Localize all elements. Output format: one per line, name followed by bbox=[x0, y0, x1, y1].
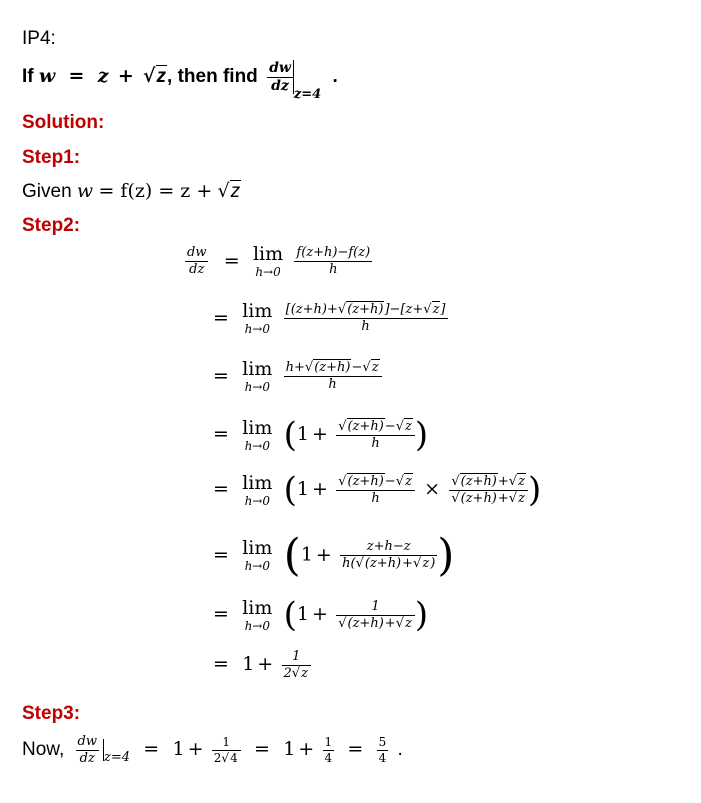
limit-operator: lim h→0 bbox=[242, 596, 273, 633]
problem-statement bbox=[22, 60, 338, 102]
equals-sign: = bbox=[213, 364, 229, 387]
right-paren: ) bbox=[414, 595, 429, 635]
rationalized-fraction: $\frac{z+h-z}{h(√(z+h)+√z)}$ bbox=[342, 539, 436, 571]
expanded-quotient: $\frac{[(z+h)+√(z+h)]-[z+√z]}{h}$ bbox=[285, 302, 446, 334]
equals-sign: = bbox=[254, 738, 270, 761]
equals-sign: = bbox=[347, 738, 364, 761]
equals-sign: = bbox=[213, 653, 229, 676]
problem-heading: IP4: bbox=[22, 28, 56, 49]
solution-label: Solution: bbox=[22, 112, 105, 133]
limit-operator: lim h→0 bbox=[242, 537, 273, 573]
conjugate-fraction: $\frac{√(z+h)+√z}{√(z+h)+√z}$ bbox=[449, 475, 528, 505]
equals-sign: = bbox=[68, 65, 85, 88]
derivation-line-8: = 1 + $\frac{1}{2√z}$ bbox=[205, 650, 311, 680]
equals-sign: = bbox=[213, 306, 229, 329]
derivation-line-3 bbox=[205, 360, 382, 393]
equals-sign: = bbox=[223, 249, 240, 272]
given-middle: = f(z) = z + bbox=[98, 180, 213, 202]
step1-label: Step1: bbox=[22, 147, 81, 168]
dw-dz-fraction: $\frac{dw}{dz}$ bbox=[77, 734, 97, 766]
cancelled-fraction: $\frac{1}{√(z+h)+√z}$ bbox=[336, 600, 415, 630]
fraction-one-over-two-root-four: $\frac{1}{2√4}$ bbox=[212, 736, 241, 764]
derivative-dw-dz: $\frac{dw}{dz}$ bbox=[269, 59, 291, 94]
left-paren: ( bbox=[283, 595, 297, 635]
step2-label: Step2: bbox=[22, 215, 81, 236]
derivation-line-1 bbox=[185, 245, 372, 278]
limit-operator: lim h→0 bbox=[242, 416, 273, 453]
times-sign: × bbox=[424, 478, 441, 501]
equals-sign: = bbox=[213, 603, 229, 626]
equals-sign: = bbox=[213, 543, 229, 566]
derivation-line-6: = lim h→0 (1 + $\frac{z+h-z}{h(√(z+h)+√z)}$ ) bbox=[213, 530, 455, 581]
equals-sign: = bbox=[143, 738, 160, 761]
root-quotient: $\frac{√(z+h)-√z}{h}$ bbox=[336, 475, 415, 505]
given-sqrt-z: √z bbox=[217, 180, 241, 202]
sqrt-z: √z bbox=[143, 65, 167, 88]
final-period: . bbox=[397, 739, 403, 761]
fraction-one-quarter: $\frac{1}{4}$ bbox=[324, 735, 333, 765]
evaluation-subscript: z=4 bbox=[293, 87, 322, 103]
right-paren: ) bbox=[527, 470, 542, 510]
var-z: z bbox=[97, 65, 109, 88]
difference-quotient: $\frac{f(z+h)-f(z)}{h}$ bbox=[296, 245, 371, 277]
limit-operator: lim h→0 bbox=[242, 358, 273, 394]
plus-sign: + bbox=[117, 65, 134, 88]
then-find-text: , then find bbox=[167, 66, 258, 88]
derivation-line-5: = lim h→0 (1 + $\frac{√(z+h)-√z}{h}$ × $\frac{√(z+h)+√z}{√(z+h)+√z}$ ) bbox=[213, 470, 542, 510]
evaluation-subscript: z=4 bbox=[103, 750, 130, 766]
var-w: w bbox=[38, 65, 56, 88]
limit-operator: lim h→0 bbox=[252, 243, 284, 279]
equals-sign: = bbox=[213, 478, 229, 501]
if-word: If bbox=[22, 66, 34, 88]
limit-operator: lim h→0 bbox=[242, 471, 273, 508]
step3-evaluation: Now, $\frac{dw}{dz}$ $_{z=4}$ = 1 + $\frac{1}{2√4}$ = 1 + $\frac{1}{4}$ = $\frac{5}{4}$ . bbox=[22, 734, 403, 766]
root-quotient: $\frac{√(z+h)-√z}{h}$ bbox=[336, 420, 415, 450]
given-w: w bbox=[76, 180, 94, 202]
step3-label: Step3: bbox=[22, 703, 81, 724]
left-paren: ( bbox=[283, 470, 297, 510]
limit-operator: lim h→0 bbox=[242, 300, 273, 336]
derivative-result: $\frac{1}{2√z}$ bbox=[282, 650, 311, 680]
simplified-quotient: $\frac{h+√(z+h)-√z}{h}$ bbox=[284, 361, 382, 391]
step1-given bbox=[22, 180, 241, 203]
equals-sign: = bbox=[213, 423, 229, 446]
expanded-numerator: [(z+h)+√(z+h)]−[z+√z] bbox=[285, 302, 446, 318]
left-paren: ( bbox=[283, 530, 301, 581]
right-paren: ) bbox=[437, 530, 455, 581]
right-paren: ) bbox=[414, 415, 429, 455]
problem-period: . bbox=[332, 66, 338, 88]
fraction-five-quarters: $\frac{5}{4}$ bbox=[378, 735, 387, 765]
given-word: Given bbox=[22, 181, 72, 202]
now-word: Now, bbox=[22, 739, 65, 761]
derivation-line-7: = lim h→0 (1 + $\frac{1}{√(z+h)+√z}$ ) bbox=[213, 595, 429, 635]
derivation-line-2 bbox=[205, 302, 448, 335]
left-paren: ( bbox=[283, 415, 297, 455]
derivation-line-4: = lim h→0 (1 + $\frac{√(z+h)-√z}{h}$ ) bbox=[213, 415, 429, 455]
dw-dz-fraction: $\frac{dw}{dz}$ bbox=[187, 245, 207, 277]
